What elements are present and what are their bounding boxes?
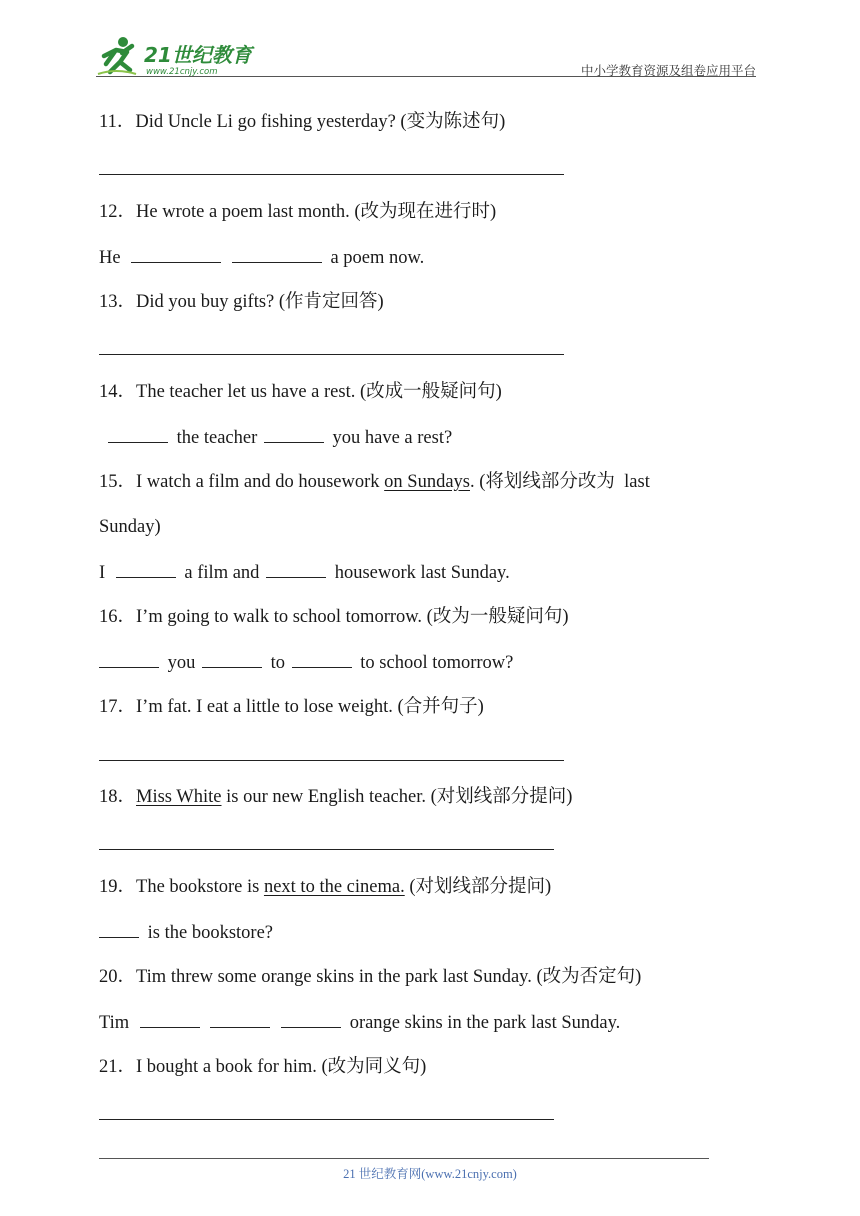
blank-input[interactable] xyxy=(99,651,159,668)
blank-input[interactable] xyxy=(210,1011,270,1028)
question-21: 21．I bought a book for him. (改为同义句) xyxy=(99,1057,427,1077)
question-14: 14．The teacher let us have a rest. (改成一般疑问句) xyxy=(99,382,502,402)
underlined-phrase: on Sundays xyxy=(384,472,470,492)
blank-input[interactable] xyxy=(292,651,352,668)
answer-line-11[interactable] xyxy=(99,174,564,175)
answer-row-12: He a poem now. xyxy=(99,248,425,268)
blank-input[interactable] xyxy=(232,246,322,263)
answer-row-14: the teacher you have a rest? xyxy=(99,426,452,449)
answer-line-18[interactable] xyxy=(99,849,554,850)
answer-row-19: is the bookstore? xyxy=(99,921,273,944)
answer-row-16: you to to school tomorrow? xyxy=(99,651,513,674)
answer-row-20: Tim orange skins in the park last Sunday. xyxy=(99,1013,621,1033)
header-divider xyxy=(96,76,756,77)
answer-line-13[interactable] xyxy=(99,354,564,355)
question-17: 17．I’m fat. I eat a little to lose weight. (合并句子) xyxy=(99,697,484,717)
site-logo xyxy=(96,34,260,78)
question-20: 20．Tim threw some orange skins in the park last Sunday. (改为否定句) xyxy=(99,967,642,987)
blank-input[interactable] xyxy=(202,651,262,668)
question-19: 19．The bookstore is next to the cinema. (对划线部分提问) xyxy=(99,877,552,897)
answer-row-15: I a film and housework last Sunday. xyxy=(99,563,510,583)
logo-url: www.21cnjy.com xyxy=(146,67,218,77)
blank-input[interactable] xyxy=(264,426,324,443)
footer-text: 21 世纪教育网(www.21cnjy.com) xyxy=(343,1167,517,1181)
question-13: 13．Did you buy gifts? (作肯定回答) xyxy=(99,292,384,312)
question-15-cont: Sunday) xyxy=(99,517,161,537)
answer-line-17[interactable] xyxy=(99,760,564,761)
footer-divider xyxy=(99,1158,709,1159)
header-platform-text: 中小学教育资源及组卷应用平台 xyxy=(580,64,756,78)
question-15: 15．I watch a film and do housework on Sundays. (将划线部分改为 last xyxy=(99,472,650,492)
question-18: 18．Miss White is our new English teacher. (对划线部分提问) xyxy=(99,787,573,807)
logo-text: 21世纪教育 xyxy=(144,43,252,67)
blank-input[interactable] xyxy=(266,561,326,578)
question-11: 11．Did Uncle Li go fishing yesterday? (变为陈述句) xyxy=(99,112,506,132)
question-16: 16．I’m going to walk to school tomorrow. (改为一般疑问句) xyxy=(99,607,569,627)
underlined-phrase: Miss White xyxy=(136,787,222,807)
blank-input[interactable] xyxy=(99,921,139,938)
blank-input[interactable] xyxy=(131,246,221,263)
runner-icon xyxy=(98,37,136,74)
blank-input[interactable] xyxy=(116,561,176,578)
question-12: 12．He wrote a poem last month. (改为现在进行时) xyxy=(99,202,497,222)
blank-input[interactable] xyxy=(108,426,168,443)
blank-input[interactable] xyxy=(140,1011,200,1028)
blank-input[interactable] xyxy=(281,1011,341,1028)
underlined-phrase: next to the cinema. xyxy=(263,877,405,897)
answer-line-21[interactable] xyxy=(99,1119,554,1120)
